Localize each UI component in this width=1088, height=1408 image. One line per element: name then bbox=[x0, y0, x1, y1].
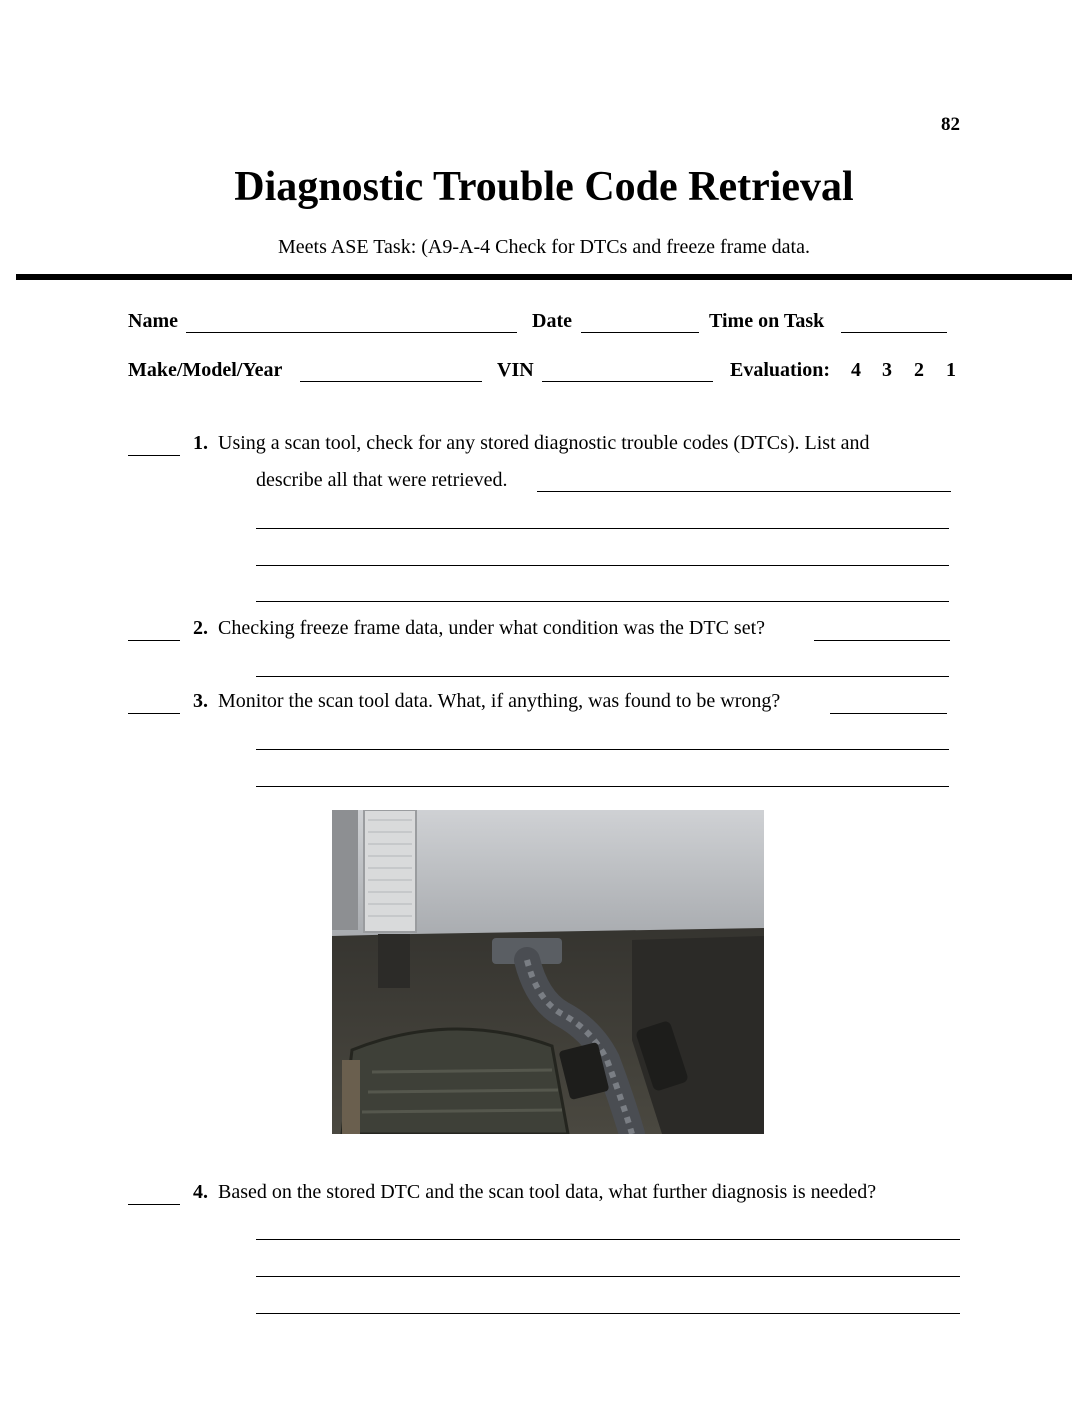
question-2-text: Checking freeze frame data, under what condition was the DTC set? bbox=[218, 617, 766, 639]
question-1-score-blank[interactable] bbox=[128, 455, 180, 456]
make-model-year-label: Make/Model/Year bbox=[128, 359, 283, 381]
header-divider bbox=[16, 274, 1072, 280]
question-3-answer-line[interactable] bbox=[256, 786, 949, 787]
question-1-answer-line[interactable] bbox=[256, 565, 949, 566]
question-3-text: Monitor the scan tool data. What, if anything, was found to be wrong? bbox=[218, 690, 781, 712]
question-4-number: 4. bbox=[193, 1181, 208, 1203]
question-1-text-continued: describe all that were retrieved. bbox=[256, 469, 508, 491]
question-2-number: 2. bbox=[193, 617, 208, 639]
question-1-text: Using a scan tool, check for any stored diagnostic trouble codes (DTCs). List and bbox=[218, 432, 870, 454]
question-4-score-blank[interactable] bbox=[128, 1204, 180, 1205]
time-on-task-label: Time on Task bbox=[709, 310, 825, 332]
question-2-answer-line[interactable] bbox=[256, 676, 949, 677]
dash-bracket bbox=[364, 810, 416, 932]
question-1-number: 1. bbox=[193, 432, 208, 454]
question-3-answer-line[interactable] bbox=[256, 749, 949, 750]
make-model-year-field[interactable] bbox=[300, 381, 482, 382]
question-2-answer-line[interactable] bbox=[814, 640, 950, 641]
question-1-answer-line[interactable] bbox=[256, 601, 949, 602]
evaluation-option-3[interactable]: 3 bbox=[882, 359, 892, 381]
evaluation-option-1[interactable]: 1 bbox=[946, 359, 956, 381]
page-title: Diagnostic Trouble Code Retrieval bbox=[234, 164, 854, 210]
name-label: Name bbox=[128, 310, 178, 332]
question-4-answer-line[interactable] bbox=[256, 1276, 960, 1277]
question-1-answer-line[interactable] bbox=[537, 491, 951, 492]
date-label: Date bbox=[532, 310, 572, 332]
question-1-answer-line[interactable] bbox=[256, 528, 949, 529]
vin-field[interactable] bbox=[542, 381, 713, 382]
photo-illustration bbox=[332, 810, 764, 1134]
page-number: 82 bbox=[941, 114, 960, 135]
question-4-answer-line[interactable] bbox=[256, 1313, 960, 1314]
evaluation-option-2[interactable]: 2 bbox=[914, 359, 924, 381]
vin-label: VIN bbox=[497, 359, 534, 381]
name-field[interactable] bbox=[186, 332, 517, 333]
scan-tool-connector-photo bbox=[332, 810, 764, 1134]
evaluation-label: Evaluation: bbox=[730, 359, 831, 381]
question-2-score-blank[interactable] bbox=[128, 640, 180, 641]
ase-task-subtitle: Meets ASE Task: (A9-A-4 Check for DTCs and freeze frame data. bbox=[278, 236, 810, 258]
time-on-task-field[interactable] bbox=[841, 332, 947, 333]
floor-pedal bbox=[342, 1029, 568, 1134]
question-3-score-blank[interactable] bbox=[128, 713, 180, 714]
question-4-text: Based on the stored DTC and the scan tool data, what further diagnosis is needed? bbox=[218, 1181, 877, 1203]
question-3-number: 3. bbox=[193, 690, 208, 712]
evaluation-option-4[interactable]: 4 bbox=[851, 359, 861, 381]
question-3-answer-line[interactable] bbox=[830, 713, 947, 714]
question-4-answer-line[interactable] bbox=[256, 1239, 960, 1240]
date-field[interactable] bbox=[581, 332, 699, 333]
